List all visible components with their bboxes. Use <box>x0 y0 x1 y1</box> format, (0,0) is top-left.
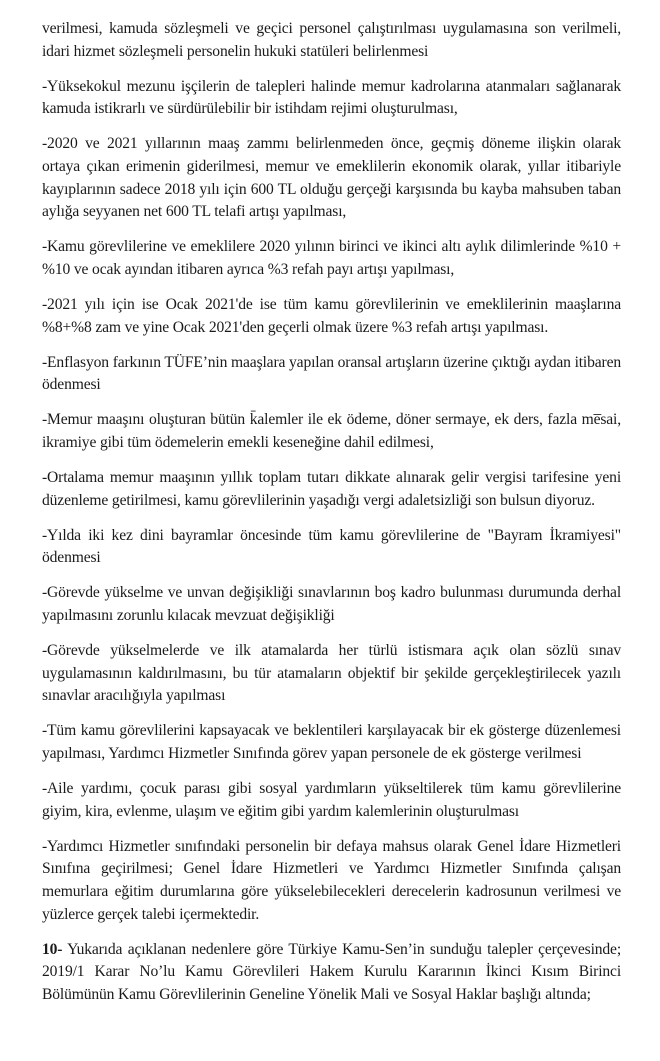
paragraph-social-assistance: -Aile yardımı, çocuk parası gibi sosyal yardımların yükseltilerek tüm kamu görevlilerine giyim, kira, evlenme, ulaşım ve eğitim gibi yardım kalemlerinin oluşturulması <box>42 780 621 820</box>
paragraph-2020-raise: -Kamu görevlilerine ve emeklilere 2020 yılının birinci ve ikinci altı aylık dilimlerinde %10 + %10 ve ocak ayından itibaren ayrıca %3 refah payı artışı yapılması, <box>42 238 621 278</box>
paragraph-inflation-difference: -Enflasyon farkının TÜFE’nin maaşlara yapılan oransal artışların üzerine çıktığı aydan itibaren ödenmesi <box>42 353 621 394</box>
paragraph-2021-raise: -2021 yılı için ise Ocak 2021'de ise tüm kamu görevlilerinin ve emeklilerinin maaşlarına %8+%8 zam ve yine Ocak 2021'den geçerli olmak üzere %3 refah artışı yapılması. <box>42 295 621 336</box>
paragraph-item-10 <box>42 939 621 1007</box>
paragraph-salary-compensation: -2020 ve 2021 yıllarının maaş zammı belirlenmeden önce, geçmiş döneme ilişkin olarak ortaya çıkan erimenin giderilmesi, memur ve emeklilerin ekonomik olarak, yıllar itibariyle kayıplarının sadece 2018 yılı için 600 TL olduğu gerçeği karşısında bu kayba mahsuben taban aylığa seyyanen net 600 TL telafi artışı yapılması, <box>42 135 621 221</box>
paragraph-income-tax: -Ortalama memur maaşının yıllık toplam tutarı dikkate alınarak gelir vergisi tarifesine yeni düzenleme getirilmesi, kamu görevlilerinin yaşadığı vergi adaletsizliği son bulsun diyoruz. <box>42 469 621 509</box>
paragraph-contract-personnel: verilmesi, kamuda sözleşmeli ve geçici personel çalıştırılması uygulamasına son verilmeli, idari hizmet sözleşmeli personelin hukuki statüleri belirlenmesi <box>42 20 621 60</box>
paragraph-holiday-bonus: -Yılda iki kez dini bayramlar öncesinde tüm kamu görevlilerine de "Bayram İkramiyesi" ödenmesi <box>42 526 621 567</box>
paragraph-pension-contribution: -Memur maaşını oluşturan bütün k̄alemler ile ek ödeme, döner sermaye, ek ders, fazla me̅sai, ikramiye gibi tüm ödemelerin emekli keseneğine dahil edilmesi, <box>42 411 621 451</box>
paragraph-oral-exam: -Görevde yükselmelerde ve ilk atamalarda her türlü istismara açık olan sözlü sınav uygulamasının kaldırılmasını, bu tür atamaların objektif bir şekilde gerçekleştirilecek yazılı sınavlar aracılığıyla yapılması <box>42 642 621 705</box>
document-page <box>42 18 621 1019</box>
item-number: 10- <box>42 940 63 958</box>
paragraph-auxiliary-services: -Yardımcı Hizmetler sınıfındaki personelin bir defaya mahsus olarak Genel İdare Hizmetleri Sınıfına geçirilmesi; Genel İdare Hizmetleri ve Yardımcı Hizmetler Sınıfında çalışan memurlara eğitim durumlarına göre yükselebilecekleri derecelerin kadrosunun verilmesi ve yüzlerce gerçek talebi içermektedir. <box>42 837 621 923</box>
paragraph-promotion-exams: -Görevde yükselme ve unvan değişikliği sınavlarının boş kadro bulunması durumunda derhal yapılmasını zorunlu kılacak mevzuat değişikliği <box>42 584 621 624</box>
paragraph-graduate-workers: -Yüksekokul mezunu işçilerin de talepleri halinde memur kadrolarına atanmaları sağlanarak kamuda istikrarlı ve sürdürülebilir bir istihdam rejimi oluşturulması, <box>42 77 621 118</box>
paragraph-additional-indicator: -Tüm kamu görevlilerini kapsayacak ve beklentileri karşılayacak bir ek gösterge düzenlemesi yapılması, Yardımcı Hizmetler Sınıfında görev yapan personele de ek gösterge verilmesi <box>42 722 621 762</box>
item-10-text: Yukarıda açıklanan nedenlere göre Türkiye Kamu-Sen’in sunduğu talepler çerçevesinde; 2019/1 Karar No’lu Kamu Görevlileri Hakem Kurulu Kararının İkinci Kısım Birinci Bölümünün Kamu Görevlilerinin Geneline Yönelik Mali ve Sosyal Haklar başlığı altında; <box>42 940 621 1003</box>
